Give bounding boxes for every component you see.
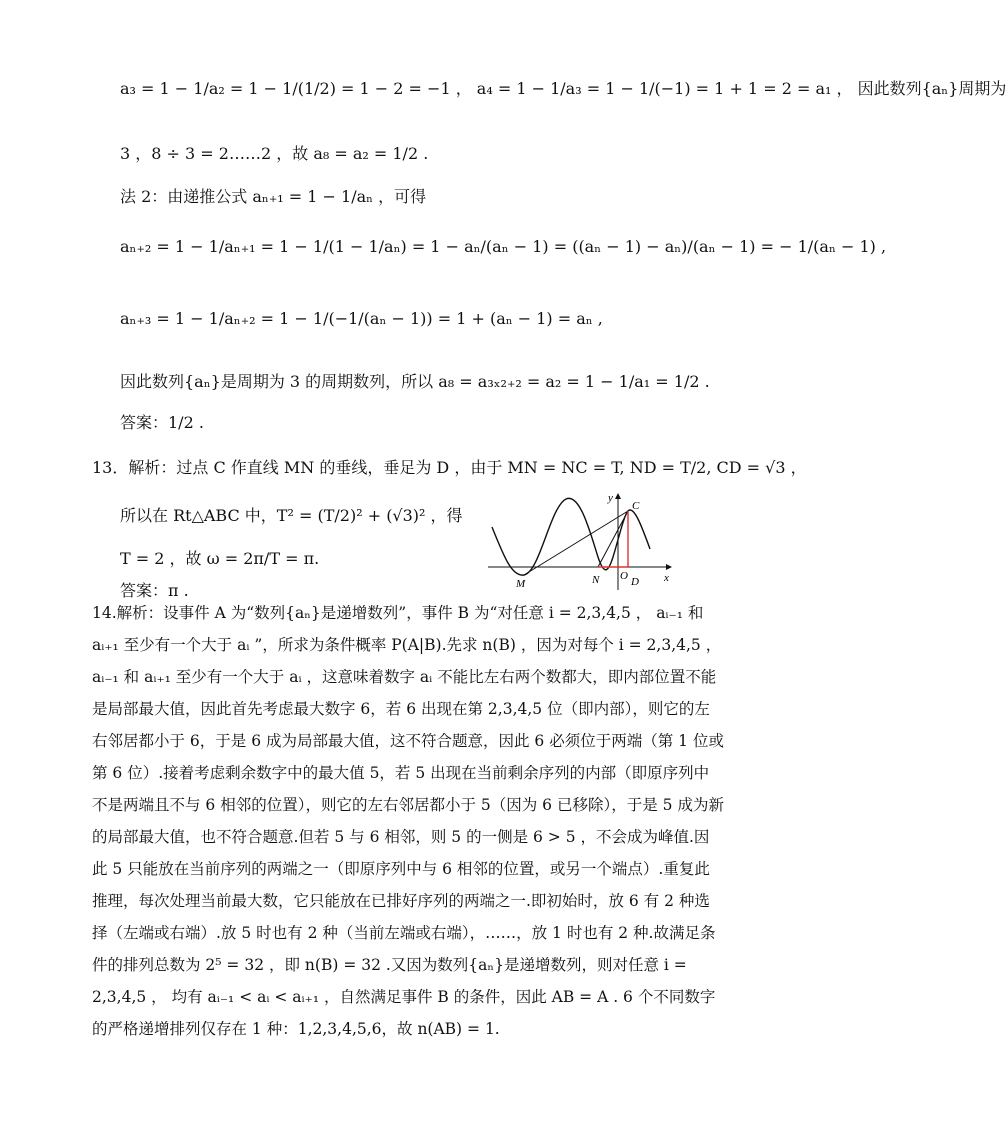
sine-graph-figure: [486, 487, 676, 592]
label-O: O: [620, 570, 628, 582]
answer-13: 答案：π .: [120, 581, 189, 600]
segment-MC: [524, 511, 628, 575]
q14-analysis: 14.解析：设事件 A 为“数列{aₙ}是递增数列”，事件 B 为“对任意 i = 2,3,4,5 ， aᵢ₋₁ 和 aᵢ₊₁ 至少有一个大于 aᵢ ”，所求为条件概率 P(A|B).先求 n(B) ，因为对每个 i = 2,3,4,5 ， aᵢ₋₁ 和 aᵢ₊₁ 至少有一个大于 aᵢ ，这意味着数字 aᵢ 不能比左右两个数都大，即内部位置不能是局部最大值，因此首先考虑最大数字 6，若 6 出现在第 2,3,4,5 位（即内部），则它的左右邻居都小于 6，于是 6 成为局部最大值，这不符合题意，因此 6 必须位于两端（第 1 位或第 6 位）.接着考虑剩余数字中的最大值 5，若 5 出现在当前剩余序列的内部（即原序列中不是两端且不与 6 相邻的位置），则它的左右邻居都小于 5（因为 6 已移除），于是 5 成为新的局部最大值，也不符合题意.但若 5 与 6 相邻，则 5 的一侧是 6 > 5 ，不会成为峰值.因此 5 只能放在当前序列的两端之一（即原序列中与 6 相邻的位置，或另一个端点）.重复此推理，每次处理当前最大数，它只能放在已排好序列的两端之一.即初始时，放 6 有 2 种选择（左端或右端）.放 5 时也有 2 种（当前左端或右端），……，放 1 时也有 2 种.故满足条件的排列总数为 2⁵ = 32 ，即 n(B) = 32 .又因为数列{aₙ}是递增数列，则对任意 i = 2,3,4,5 ， 均有 aᵢ₋₁ < aᵢ < aᵢ₊₁ ，自然满足事件 B 的条件，因此 AB = A . 6 个不同数字的严格递增排列仅存在 1 种：1,2,3,4,5,6，故 n(AB) = 1.: [92, 604, 724, 1038]
x-axis-arrow: [666, 564, 672, 570]
y-axis-arrow: [615, 493, 621, 499]
line-a-n-plus-2: aₙ₊₂ = 1 − 1/aₙ₊₁ = 1 − 1/(1 − 1/aₙ) = 1 − aₙ/(aₙ − 1) = ((aₙ − 1) − aₙ)/(aₙ − 1) = − 1/(aₙ − 1) ,: [120, 237, 887, 256]
q13-period: T = 2 ，故 ω = 2π/T = π.: [120, 549, 320, 568]
q13-pythagoras: 所以在 Rt△ABC 中，T² = (T/2)² + (√3)² ，得: [120, 506, 463, 525]
label-C: C: [632, 500, 640, 512]
line-a3-a4: a₃ = 1 − 1/a₂ = 1 − 1/(1/2) = 1 − 2 = −1 ， a₄ = 1 − 1/a₃ = 1 − 1/(−1) = 1 + 1 = 2 = a₁ ， 因此数列{aₙ}周期为: [120, 79, 1006, 98]
line-period-3: 3 ，8 ÷ 3 = 2……2 ，故 a₈ = a₂ = 1/2 .: [120, 144, 429, 163]
label-y: y: [608, 492, 613, 504]
line-method-2: 法 2：由递推公式 aₙ₊₁ = 1 − 1/aₙ ，可得: [120, 187, 427, 206]
answer-12: 答案：1/2 .: [120, 413, 204, 432]
label-D: D: [631, 576, 639, 588]
line-periodic-conclusion: 因此数列{aₙ}是周期为 3 的周期数列，所以 a₈ = a₃ₓ₂₊₂ = a₂ = 1 − 1/a₁ = 1/2 .: [120, 372, 710, 391]
label-x: x: [664, 572, 669, 584]
q13-analysis: 13．解析：过点 C 作直线 MN 的垂线，垂足为 D ，由于 MN = NC = T, ND = T/2, CD = √3 ，: [92, 458, 807, 477]
label-M: M: [516, 578, 526, 590]
sine-curve: [492, 498, 650, 575]
line-a-n-plus-3: aₙ₊₃ = 1 − 1/aₙ₊₂ = 1 − 1/(−1/(aₙ − 1)) = 1 + (aₙ − 1) = aₙ ,: [120, 309, 603, 328]
label-N: N: [592, 574, 600, 586]
